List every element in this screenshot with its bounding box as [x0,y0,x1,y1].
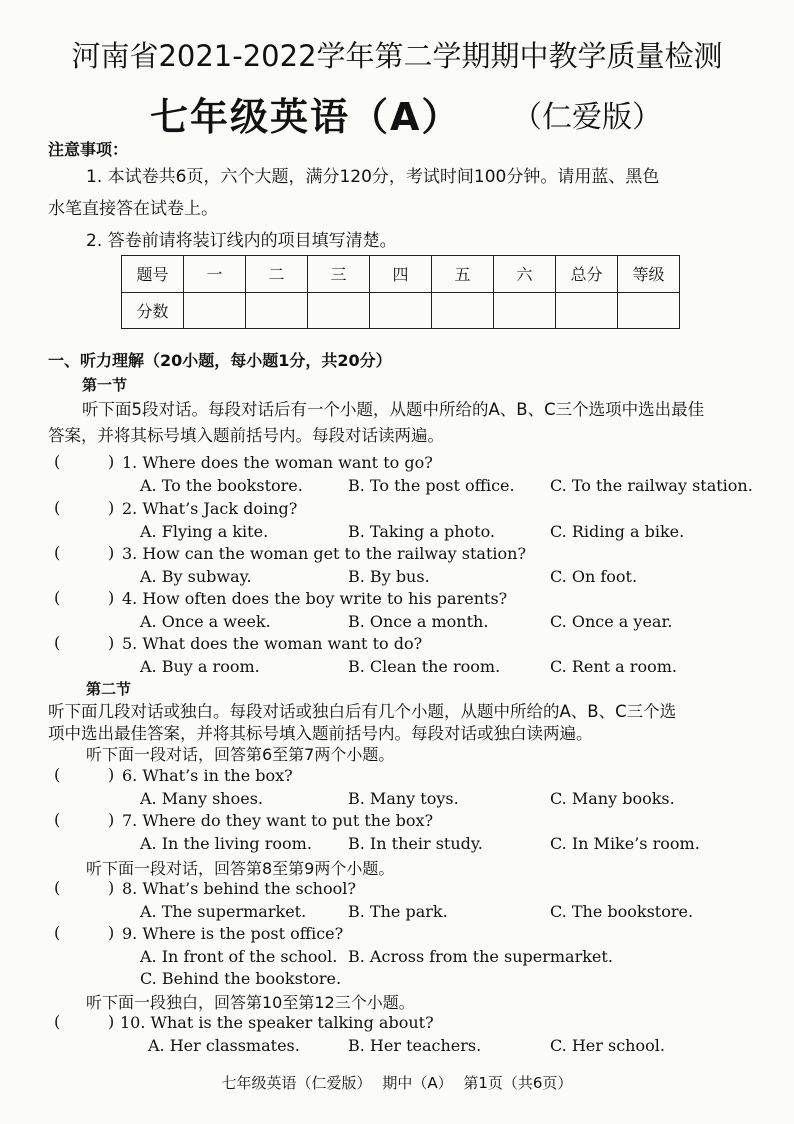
answer-bracket-open: ( [54,878,61,897]
q2-option-c: C. Riding a bike. [550,522,685,541]
answer-bracket-open: ( [54,543,61,562]
q4-option-b: B. Once a month. [348,612,489,631]
answer-bracket-open: ( [54,923,61,942]
exam-edition: （仁爱版） [512,100,662,135]
question-1: 1. Where does the woman want to go? [122,453,433,472]
question-2: 2. What’s Jack doing? [122,499,298,518]
answer-bracket-close: ) [108,923,115,942]
score-header-cell: 五 [432,256,494,293]
subsection-instruction-6-7: 听下面一段对话，回答第6至第7两个小题。 [86,745,395,764]
q1-option-b: B. To the post office. [348,476,515,495]
answer-bracket-open: ( [54,765,61,784]
q7-option-b: B. In their study. [348,834,483,853]
score-header-cell: 等级 [618,256,680,293]
score-row-label: 分数 [122,292,184,329]
q2-option-b: B. Taking a photo. [348,522,496,541]
part-1-title: 第一节 [82,376,128,394]
part-1-instructions-cont: 答案，并将其标号填入题前括号内。每段对话读两遍。 [48,426,444,445]
score-header-cell: 三 [308,256,370,293]
q3-option-b: B. By bus. [348,567,430,586]
score-cell[interactable] [246,292,308,329]
notice-item-1: 1. 本试卷共6页，六个大题，满分120分，考试时间100分钟。请用蓝、黑色 [86,167,660,187]
q6-option-a: A. Many shoes. [140,789,263,808]
q2-option-a: A. Flying a kite. [140,522,269,541]
score-header-cell: 一 [184,256,246,293]
answer-bracket-open: ( [54,633,61,652]
q9-option-a: A. In front of the school. [140,947,338,966]
score-header-cell: 六 [494,256,556,293]
notice-item-2: 2. 答卷前请将装订线内的项目填写清楚。 [86,231,397,251]
answer-bracket-close: ) [108,543,115,562]
q9-option-b: B. Across from the supermarket. [348,947,613,966]
notice-item-1-cont: 水笔直接答在试卷上。 [48,199,218,219]
answer-bracket-close: ) [108,1012,115,1031]
answer-bracket-close: ) [108,498,115,517]
q10-option-c: C. Her school. [550,1036,665,1055]
q10-option-a: A. Her classmates. [148,1036,300,1055]
question-5: 5. What does the woman want to do? [122,634,423,653]
section-1-title: 一、听力理解（20小题，每小题1分，共20分） [48,351,392,370]
q4-option-a: A. Once a week. [140,612,271,631]
q1-option-a: A. To the bookstore. [140,476,303,495]
q10-option-b: B. Her teachers. [348,1036,482,1055]
score-cell[interactable] [308,292,370,329]
q1-option-c: C. To the railway station. [550,476,753,495]
score-table-header-row [122,256,680,293]
exam-subject-title: 七年级英语（A） [150,95,462,139]
answer-bracket-close: ) [108,588,115,607]
answer-bracket-open: ( [54,588,61,607]
answer-bracket-close: ) [108,810,115,829]
exam-title: 河南省2021-2022学年第二学期期中教学质量检测 [71,39,723,73]
score-cell[interactable] [370,292,432,329]
q5-option-c: C. Rent a room. [550,657,677,676]
answer-bracket-close: ) [108,878,115,897]
question-6: 6. What’s in the box? [122,766,293,785]
score-header-cell: 二 [246,256,308,293]
q6-option-b: B. Many toys. [348,789,459,808]
score-cell[interactable] [556,292,618,329]
score-cell[interactable] [494,292,556,329]
subsection-instruction-8-9: 听下面一段对话，回答第8至第9两个小题。 [86,859,395,878]
question-4: 4. How often does the boy write to his parents? [122,589,508,608]
page-footer: 七年级英语（仁爱版） 期中（A） 第1页（共6页） [221,1074,573,1092]
score-cell[interactable] [432,292,494,329]
answer-bracket-close: ) [108,452,115,471]
notice-heading: 注意事项： [48,140,129,159]
question-9: 9. Where is the post office? [122,924,344,943]
q7-option-c: C. In Mike’s room. [550,834,700,853]
answer-bracket-open: ( [54,810,61,829]
answer-bracket-open: ( [54,452,61,471]
score-header-cell: 总分 [556,256,618,293]
q9-option-c: C. Behind the bookstore. [140,969,342,988]
q8-option-c: C. The bookstore. [550,902,694,921]
question-10: 10. What is the speaker talking about? [120,1013,434,1032]
part-2-instructions: 听下面几段对话或独白。每段对话或独白后有几个小题，从题中所给的A、B、C三个选 [48,702,677,721]
q4-option-c: C. Once a year. [550,612,673,631]
score-table-score-row [122,292,680,329]
score-header-cell: 四 [370,256,432,293]
q5-option-b: B. Clean the room. [348,657,501,676]
part-2-instructions-cont: 项中选出最佳答案，并将其标号填入题前括号内。每段对话或独白读两遍。 [48,724,593,743]
score-cell[interactable] [618,292,680,329]
part-2-title: 第二节 [86,680,132,698]
q7-option-a: A. In the living room. [140,834,312,853]
q3-option-a: A. By subway. [140,567,252,586]
question-3: 3. How can the woman get to the railway station? [122,544,527,563]
score-header-cell: 题号 [122,256,184,293]
part-1-instructions: 听下面5段对话。每段对话后有一个小题，从题中所给的A、B、C三个选项中选出最佳 [82,400,705,419]
q3-option-c: C. On foot. [550,567,638,586]
question-7: 7. Where do they want to put the box? [122,811,434,830]
q5-option-a: A. Buy a room. [140,657,260,676]
score-cell[interactable] [184,292,246,329]
score-table [121,255,680,329]
answer-bracket-close: ) [108,633,115,652]
q6-option-c: C. Many books. [550,789,675,808]
answer-bracket-open: ( [54,498,61,517]
q8-option-a: A. The supermarket. [140,902,307,921]
answer-bracket-open: ( [54,1012,61,1031]
question-8: 8. What’s behind the school? [122,879,356,898]
subsection-instruction-10-12: 听下面一段独白，回答第10至第12三个小题。 [86,993,415,1012]
answer-bracket-close: ) [108,765,115,784]
q8-option-b: B. The park. [348,902,448,921]
